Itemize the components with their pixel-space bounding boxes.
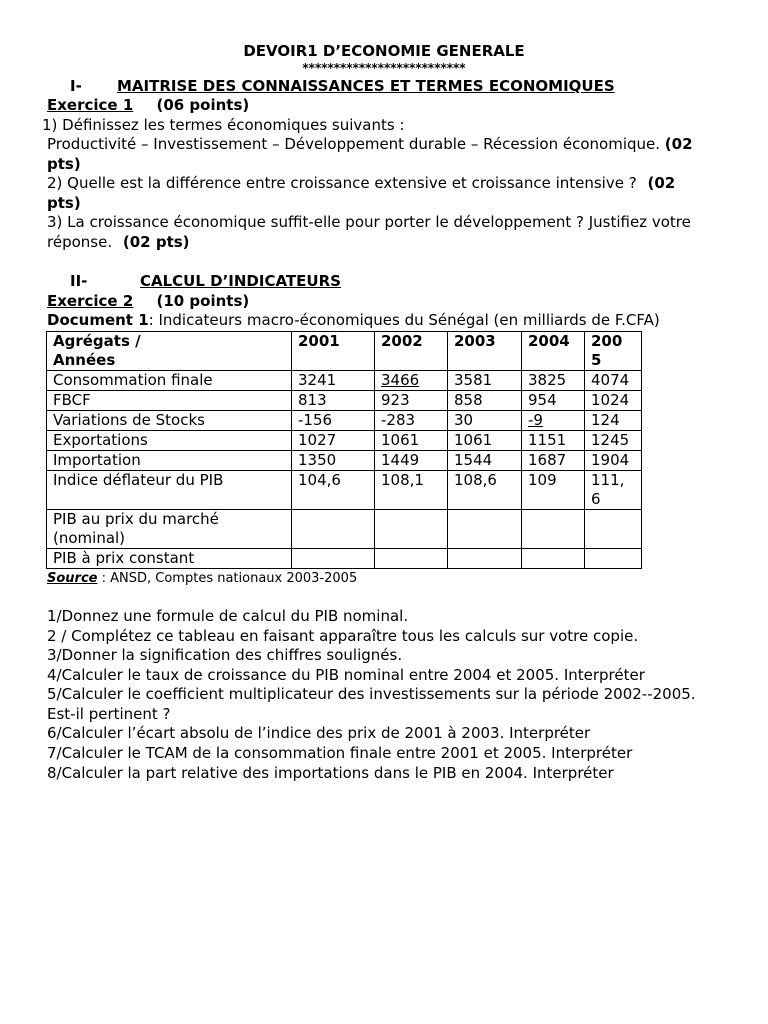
empty-cell	[375, 549, 448, 569]
exercise2-heading	[47, 292, 249, 311]
table-cell: 4074	[585, 371, 642, 391]
table-row	[47, 451, 642, 471]
table-cell	[522, 411, 585, 431]
table-cell: 109	[522, 471, 585, 510]
header-aggregates-label: Agrégats /	[53, 332, 141, 350]
table-cell: 3581	[448, 371, 522, 391]
question-2-points-cont: pts)	[47, 194, 81, 212]
table-row	[47, 391, 642, 411]
title-separator: **************************	[302, 61, 466, 75]
question-item: Est-il pertinent ?	[47, 705, 171, 723]
pib-nominal-label: PIB au prix du marché	[53, 510, 219, 528]
question-item: 2 / Complétez ce tableau en faisant apparaître tous les calculs sur votre copie.	[47, 627, 639, 645]
table-cell: 1350	[292, 451, 375, 471]
question-3-line2	[47, 233, 190, 252]
question-2-points: (02	[647, 174, 676, 192]
question-item: 5/Calculer le coefficient multiplicateur des investissements sur la période 2002--2005.	[47, 685, 696, 703]
header-year-2002: 2002	[375, 332, 448, 371]
document-title: DEVOIR1 D’ECONOMIE GENERALE	[243, 42, 525, 60]
table-cell: 1687	[522, 451, 585, 471]
table-cell: 813	[292, 391, 375, 411]
question-item: 1/Donnez une formule de calcul du PIB nominal.	[47, 607, 409, 625]
part1-title: MAITRISE DES CONNAISSANCES ET TERMES ECONOMIQUES	[117, 77, 615, 95]
table-cell: -283	[375, 411, 448, 431]
empty-cell	[292, 510, 375, 549]
row-label: Exportations	[47, 431, 292, 451]
question-1-terms-text: Productivité – Investissement – Développement durable – Récession économique.	[47, 135, 661, 153]
header-aggregates	[47, 332, 292, 371]
question-2	[47, 174, 675, 193]
question-item: 3/Donner la signification des chiffres soulignés.	[47, 646, 403, 664]
exercise2-points: (10 points)	[156, 292, 250, 310]
question-1-points: (02	[664, 135, 693, 153]
source-text: : ANSD, Comptes nationaux 2003-2005	[97, 571, 358, 586]
table-cell: 954	[522, 391, 585, 411]
table-cell: 108,1	[375, 471, 448, 510]
table-cell: 1904	[585, 451, 642, 471]
document-label: Document 1	[47, 311, 149, 329]
empty-cell	[448, 510, 522, 549]
exercise1-points: (06 points)	[156, 96, 250, 114]
question-2-text: 2) Quelle est la différence entre croissance extensive et croissance intensive ?	[47, 174, 637, 192]
table-row	[47, 371, 642, 391]
underlined-value: 3466	[381, 371, 420, 389]
table-cell	[585, 471, 642, 510]
table-cell: 1449	[375, 451, 448, 471]
underlined-value: -9	[528, 411, 543, 429]
row-label: Consommation finale	[47, 371, 292, 391]
table-cell: 1024	[585, 391, 642, 411]
part1-number: I-	[70, 77, 82, 95]
pib-nominal-label-cont: (nominal)	[53, 529, 126, 547]
table-cell: 108,6	[448, 471, 522, 510]
part2-number: II-	[70, 272, 88, 290]
deflator-2005-part2: 6	[591, 490, 601, 508]
source-note	[47, 569, 357, 588]
header-years-label: Années	[53, 351, 116, 369]
question-1-terms	[47, 135, 693, 154]
table-cell: 3825	[522, 371, 585, 391]
table-row	[47, 549, 642, 569]
question-1-intro: 1) Définissez les termes économiques suivants :	[42, 116, 405, 134]
question-3-points: (02 pts)	[122, 233, 190, 251]
table-cell: 1245	[585, 431, 642, 451]
source-label: Source	[47, 571, 98, 586]
part2-title: CALCUL D’INDICATEURS	[140, 272, 341, 290]
table-row	[47, 510, 642, 549]
question-3-line1: 3) La croissance économique suffit-elle pour porter le développement ? Justifiez votre	[47, 213, 691, 231]
table-cell: -156	[292, 411, 375, 431]
table-cell: 923	[375, 391, 448, 411]
empty-cell	[292, 549, 375, 569]
header-year-2004: 2004	[522, 332, 585, 371]
empty-cell	[522, 510, 585, 549]
question-item: 8/Calculer la part relative des importations dans le PIB en 2004. Interpréter	[47, 764, 614, 782]
table-cell: 858	[448, 391, 522, 411]
deflator-2005-part1: 111,	[591, 471, 625, 489]
table-row	[47, 471, 642, 510]
indicators-table	[46, 331, 642, 569]
question-3-text: réponse.	[47, 233, 113, 251]
table-cell: 104,6	[292, 471, 375, 510]
row-label: FBCF	[47, 391, 292, 411]
table-cell: 1027	[292, 431, 375, 451]
row-label	[47, 510, 292, 549]
empty-cell	[522, 549, 585, 569]
header-year-2005-part2: 5	[591, 351, 602, 369]
exercise1-heading	[47, 96, 249, 115]
table-cell: 1061	[375, 431, 448, 451]
row-label: Variations de Stocks	[47, 411, 292, 431]
question-item: 7/Calculer le TCAM de la consommation finale entre 2001 et 2005. Interpréter	[47, 744, 633, 762]
table-row	[47, 431, 642, 451]
header-year-2003: 2003	[448, 332, 522, 371]
question-item: 6/Calculer l’écart absolu de l’indice des prix de 2001 à 2003. Interpréter	[47, 724, 591, 742]
table-cell: 1544	[448, 451, 522, 471]
table-header-row	[47, 332, 642, 371]
question-item: 4/Calculer le taux de croissance du PIB nominal entre 2004 et 2005. Interpréter	[47, 666, 645, 684]
document-description: : Indicateurs macro-économiques du Sénégal (en milliards de F.CFA)	[148, 311, 660, 329]
table-cell: 124	[585, 411, 642, 431]
empty-cell	[448, 549, 522, 569]
empty-cell	[585, 549, 642, 569]
table-cell	[375, 371, 448, 391]
table-cell: 1061	[448, 431, 522, 451]
table-row	[47, 411, 642, 431]
header-year-2005	[585, 332, 642, 371]
exercise1-label: Exercice 1	[47, 96, 134, 114]
document-caption	[47, 311, 660, 330]
header-year-2005-part1: 200	[591, 332, 623, 350]
table-cell: 30	[448, 411, 522, 431]
exercise2-label: Exercice 2	[47, 292, 134, 310]
empty-cell	[585, 510, 642, 549]
row-label: Importation	[47, 451, 292, 471]
question-1-points-cont: pts)	[47, 155, 81, 173]
row-label: Indice déflateur du PIB	[47, 471, 292, 510]
table-cell: 1151	[522, 431, 585, 451]
empty-cell	[375, 510, 448, 549]
header-year-2001: 2001	[292, 332, 375, 371]
table-cell: 3241	[292, 371, 375, 391]
row-label: PIB à prix constant	[47, 549, 292, 569]
